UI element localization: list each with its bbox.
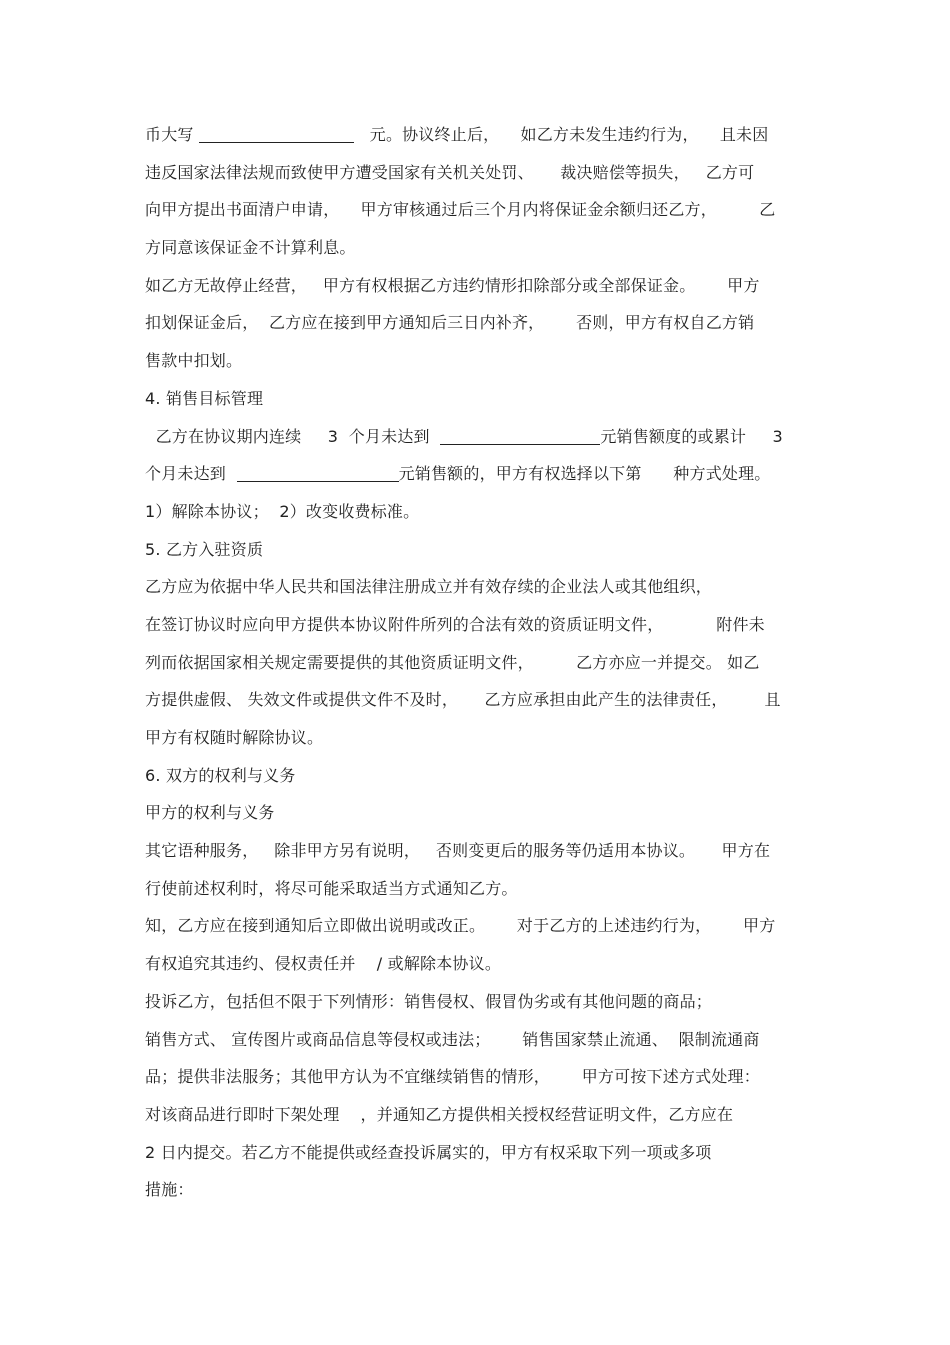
fill-in-blank	[199, 125, 354, 143]
text-segment: 币大写	[145, 125, 199, 144]
text-line: 品；提供非法服务；其他甲方认为不宜继续销售的情形， 甲方可按下述方式处理：	[145, 1067, 760, 1087]
text-line: 1）解除本协议； 2）改变收费标准。	[145, 501, 420, 521]
text-line: 向甲方提出书面清户申请， 甲方审核通过后三个月内将保证金余额归还乙方， 乙	[145, 200, 776, 220]
text-line	[145, 418, 815, 456]
text-line: 如乙方无故停止经营， 甲方有权根据乙方违约情形扣除部分或全部保证金。 甲方	[145, 275, 760, 295]
text-line	[145, 116, 815, 154]
fill-in-blank	[440, 427, 600, 445]
text-line: 列而依据国家相关规定需要提供的其他资质证明文件， 乙方亦应一并提交。 如乙	[145, 652, 760, 672]
contract-text	[145, 116, 815, 1209]
text-segment: 乙方在协议期内连续 3 个月未达到	[145, 426, 441, 446]
text-line: 2 日内提交。若乙方不能提供或经查投诉属实的，甲方有权采取下列一项或多项	[145, 1142, 712, 1162]
text-line: 销售方式、 宣传图片或商品信息等侵权或违法； 销售国家禁止流通、 限制流通商	[145, 1029, 760, 1049]
text-line: 5. 乙方入驻资质	[145, 539, 264, 559]
text-line: 措施：	[145, 1180, 194, 1200]
text-segment: 元销售额的，甲方有权选择以下第 种方式处理。	[398, 464, 771, 484]
text-line: 违反国家法律法规而致使甲方遭受国家有关机关处罚、 裁决赔偿等损失， 乙方可	[145, 162, 755, 182]
text-line: 乙方应为依据中华人民共和国法律注册成立并有效存续的企业法人或其他组织，	[145, 577, 713, 597]
text-line: 知，乙方应在接到通知后立即做出说明或改正。 对于乙方的上述违约行为， 甲方	[145, 916, 776, 936]
text-line: 甲方有权随时解除协议。	[145, 728, 324, 747]
text-segment: 个月未达到	[145, 464, 237, 484]
text-line	[145, 455, 815, 493]
text-line: 扣划保证金后， 乙方应在接到甲方通知后三日内补齐， 否则，甲方有权自乙方销	[145, 313, 755, 333]
text-line: 对该商品进行即时下架处理 ，并通知乙方提供相关授权经营证明文件，乙方应在	[145, 1104, 734, 1124]
text-line: 方提供虚假、 失效文件或提供文件不及时， 乙方应承担由此产生的法律责任， 且	[145, 690, 781, 710]
text-line: 有权追究其违约、侵权责任并 / 或解除本协议。	[145, 954, 502, 974]
text-line: 投诉乙方，包括但不限于下列情形：销售侵权、假冒伪劣或有其他问题的商品；	[145, 991, 713, 1011]
text-segment: 元。协议终止后， 如乙方未发生违约行为， 且未因	[353, 125, 769, 144]
text-line: 其它语种服务， 除非甲方另有说明， 否则变更后的服务等仍适用本协议。 甲方在	[145, 841, 771, 861]
text-line: 方同意该保证金不计算利息。	[145, 238, 356, 258]
text-line: 4. 销售目标管理	[145, 388, 264, 408]
text-line: 行使前述权利时，将尽可能采取适当方式通知乙方。	[145, 878, 518, 898]
text-line: 甲方的权利与义务	[145, 803, 275, 823]
text-line: 6. 双方的权利与义务	[145, 765, 296, 785]
text-segment: 元销售额度的或累计 3	[600, 426, 783, 446]
text-line: 售款中扣划。	[145, 351, 243, 371]
text-line: 在签订协议时应向甲方提供本协议附件所列的合法有效的资质证明文件， 附件未	[145, 614, 765, 634]
fill-in-blank	[237, 464, 399, 482]
